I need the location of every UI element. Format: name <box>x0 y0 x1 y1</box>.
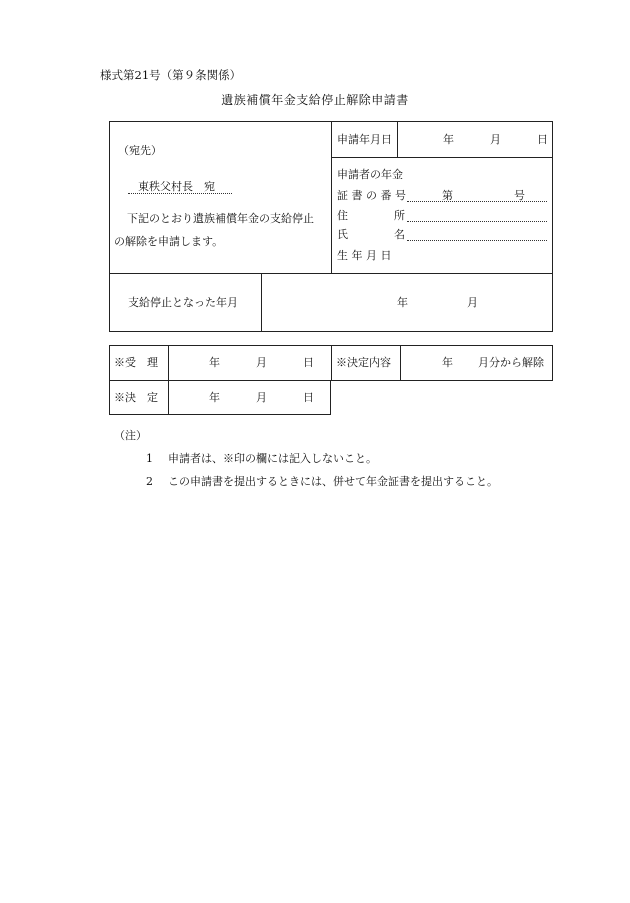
note-item <box>146 453 377 464</box>
note-number: 1 <box>146 452 153 465</box>
received-month: 月 <box>256 356 267 369</box>
note-number: 2 <box>146 475 153 488</box>
decision-content-year: 年 <box>442 356 453 369</box>
application-date-month[interactable]: 月 <box>490 133 501 146</box>
address-label-2: 所 <box>394 209 405 222</box>
form-date-row-divider <box>331 157 553 158</box>
office-divider-received <box>168 345 169 415</box>
decided-label: ※決 定 <box>114 391 158 404</box>
addressee-underline <box>128 193 232 194</box>
name-label-1: 氏 <box>337 228 348 241</box>
birth-date-label: 生 年 月 日 <box>337 249 392 262</box>
certificate-go: 号 <box>514 189 525 202</box>
addressee-name: 東秩父村長 宛 <box>138 180 215 193</box>
addressee-label: （宛先） <box>118 144 162 157</box>
document-title: 遺族補償年金支給停止解除申請書 <box>221 93 409 107</box>
note-item <box>146 476 498 487</box>
certificate-dai: 第 <box>442 189 453 202</box>
received-year: 年 <box>209 356 220 369</box>
decided-day: 日 <box>303 391 314 404</box>
received-day: 日 <box>303 356 314 369</box>
form-date-label-divider <box>397 121 398 157</box>
name-field[interactable] <box>407 240 547 241</box>
decided-year: 年 <box>209 391 220 404</box>
decision-content-label: ※決定内容 <box>336 356 391 369</box>
received-label: ※受 理 <box>114 356 158 369</box>
form-stop-label-divider <box>261 273 262 332</box>
request-statement-line-1: 下記のとおり遺族補償年金の支給停止 <box>127 212 314 225</box>
certificate-number-field[interactable] <box>407 201 547 202</box>
address-field[interactable] <box>407 221 547 222</box>
application-date-year[interactable]: 年 <box>443 133 454 146</box>
stop-date-year[interactable]: 年 <box>397 296 408 309</box>
note-text: この申請書を提出するときには、併せて年金証書を提出すること。 <box>168 475 498 488</box>
form-column-divider <box>331 121 332 273</box>
application-date-label: 申請年月日 <box>337 133 392 146</box>
stop-date-month[interactable]: 月 <box>467 296 478 309</box>
certificate-label-line-1: 申請者の年金 <box>337 168 403 181</box>
name-label-2: 名 <box>394 228 405 241</box>
notes-label: （注） <box>114 429 147 442</box>
stop-date-label: 支給停止となった年月 <box>128 296 238 309</box>
note-text: 申請者は、※印の欄には記入しないこと。 <box>168 452 377 465</box>
form-number: 様式第21号（第９条関係） <box>100 68 242 82</box>
decided-month: 月 <box>256 391 267 404</box>
address-label-1: 住 <box>337 209 348 222</box>
form-row-divider <box>109 273 553 274</box>
request-statement-line-2: の解除を申請します。 <box>114 235 224 248</box>
office-divider-decision <box>400 345 401 381</box>
office-divider-middle <box>331 345 332 381</box>
decision-content-suffix: 月分から解除 <box>478 356 544 369</box>
application-date-day[interactable]: 日 <box>537 133 548 146</box>
certificate-label-line-2: 証 書 の 番 号 <box>337 189 406 202</box>
